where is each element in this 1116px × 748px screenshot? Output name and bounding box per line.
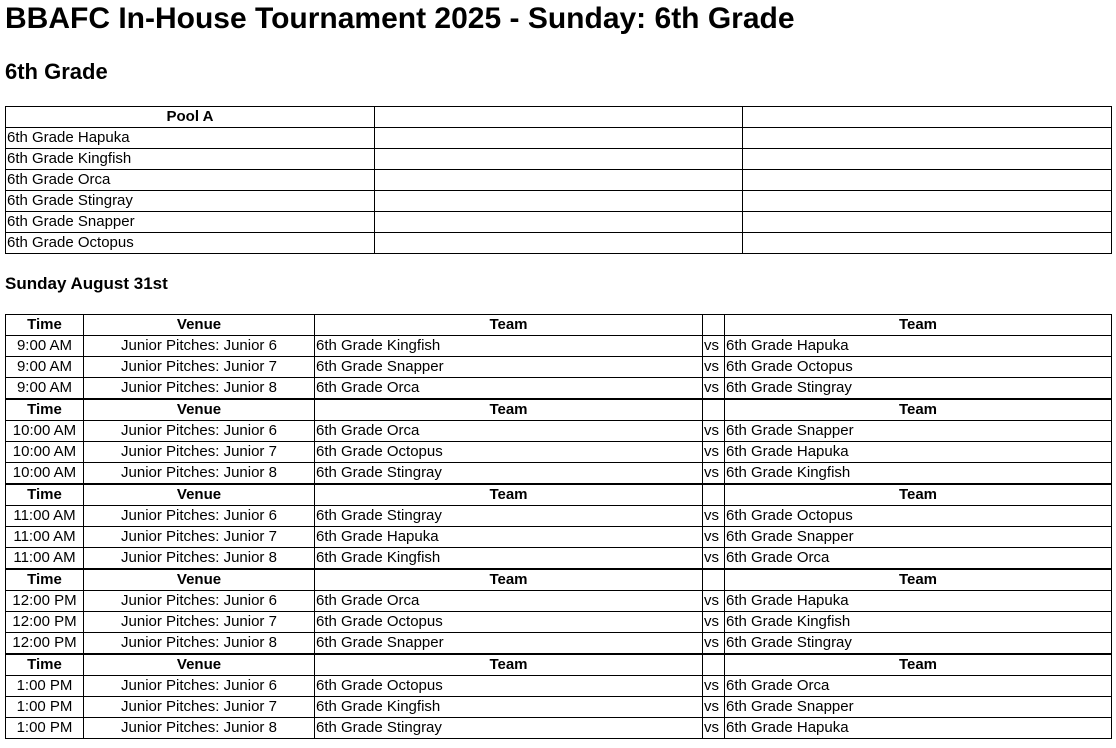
header-time: Time [6, 654, 84, 676]
schedule-header-row [6, 654, 1112, 676]
match-away-team: 6th Grade Snapper [725, 527, 1112, 548]
match-venue: Junior Pitches: Junior 7 [84, 442, 315, 463]
grade-heading: 6th Grade [5, 59, 108, 84]
match-venue: Junior Pitches: Junior 6 [84, 676, 315, 697]
match-home-team: 6th Grade Stingray [315, 718, 703, 739]
match-home-team: 6th Grade Stingray [315, 463, 703, 485]
schedule-table [5, 314, 1112, 739]
pool-table [5, 106, 1112, 254]
match-away-team: 6th Grade Kingfish [725, 463, 1112, 485]
match-time: 12:00 PM [6, 591, 84, 612]
match-time: 11:00 AM [6, 506, 84, 527]
pool-empty-cell [375, 191, 743, 212]
match-venue: Junior Pitches: Junior 8 [84, 633, 315, 655]
match-row [6, 442, 1112, 463]
header-vs-empty [703, 484, 725, 506]
pool-header-empty-cell [375, 107, 743, 128]
match-row [6, 378, 1112, 400]
header-time: Time [6, 484, 84, 506]
match-time: 9:00 AM [6, 357, 84, 378]
match-venue: Junior Pitches: Junior 6 [84, 336, 315, 357]
match-home-team: 6th Grade Octopus [315, 612, 703, 633]
match-time: 11:00 AM [6, 527, 84, 548]
schedule-header-row [6, 569, 1112, 591]
match-away-team: 6th Grade Hapuka [725, 442, 1112, 463]
pool-empty-cell [375, 149, 743, 170]
pool-empty-cell [375, 128, 743, 149]
pool-empty-cell [743, 128, 1112, 149]
header-team-away: Team [725, 315, 1112, 336]
header-team-home: Team [315, 315, 703, 336]
match-away-team: 6th Grade Hapuka [725, 718, 1112, 739]
match-time: 11:00 AM [6, 548, 84, 570]
match-time: 12:00 PM [6, 633, 84, 655]
match-vs: vs [703, 527, 725, 548]
pool-row [6, 128, 1112, 149]
pool-empty-cell [743, 149, 1112, 170]
match-vs: vs [703, 633, 725, 655]
match-time: 1:00 PM [6, 697, 84, 718]
match-vs: vs [703, 463, 725, 485]
pool-header-empty-cell [743, 107, 1112, 128]
header-vs-empty [703, 569, 725, 591]
match-home-team: 6th Grade Orca [315, 421, 703, 442]
match-venue: Junior Pitches: Junior 6 [84, 421, 315, 442]
match-vs: vs [703, 442, 725, 463]
match-row [6, 421, 1112, 442]
header-time: Time [6, 569, 84, 591]
match-venue: Junior Pitches: Junior 7 [84, 697, 315, 718]
pool-team-cell: 6th Grade Stingray [6, 191, 375, 212]
match-venue: Junior Pitches: Junior 7 [84, 527, 315, 548]
match-home-team: 6th Grade Kingfish [315, 548, 703, 570]
match-home-team: 6th Grade Kingfish [315, 336, 703, 357]
header-venue: Venue [84, 484, 315, 506]
pool-team-cell: 6th Grade Hapuka [6, 128, 375, 149]
match-vs: vs [703, 676, 725, 697]
match-time: 9:00 AM [6, 378, 84, 400]
schedule-header-row [6, 399, 1112, 421]
match-time: 1:00 PM [6, 718, 84, 739]
header-time: Time [6, 315, 84, 336]
match-row [6, 718, 1112, 739]
match-row [6, 463, 1112, 485]
match-time: 10:00 AM [6, 421, 84, 442]
schedule-header-row [6, 484, 1112, 506]
pool-header-row [6, 107, 1112, 128]
match-away-team: 6th Grade Orca [725, 548, 1112, 570]
match-venue: Junior Pitches: Junior 7 [84, 612, 315, 633]
match-home-team: 6th Grade Stingray [315, 506, 703, 527]
header-time: Time [6, 399, 84, 421]
pool-empty-cell [743, 191, 1112, 212]
match-vs: vs [703, 548, 725, 570]
match-away-team: 6th Grade Snapper [725, 697, 1112, 718]
header-team-away: Team [725, 484, 1112, 506]
match-time: 1:00 PM [6, 676, 84, 697]
match-vs: vs [703, 506, 725, 527]
match-row [6, 697, 1112, 718]
pool-row [6, 191, 1112, 212]
pool-row [6, 170, 1112, 191]
match-row [6, 357, 1112, 378]
header-team-away: Team [725, 569, 1112, 591]
header-team-away: Team [725, 399, 1112, 421]
header-venue: Venue [84, 315, 315, 336]
header-team-home: Team [315, 654, 703, 676]
pool-empty-cell [375, 212, 743, 233]
pool-row [6, 149, 1112, 170]
header-team-home: Team [315, 569, 703, 591]
match-venue: Junior Pitches: Junior 8 [84, 548, 315, 570]
match-vs: vs [703, 336, 725, 357]
pool-header: Pool A [6, 107, 375, 128]
pool-row [6, 212, 1112, 233]
match-row [6, 548, 1112, 570]
pool-team-cell: 6th Grade Orca [6, 170, 375, 191]
match-vs: vs [703, 612, 725, 633]
header-team-home: Team [315, 399, 703, 421]
pool-empty-cell [743, 212, 1112, 233]
match-venue: Junior Pitches: Junior 8 [84, 463, 315, 485]
match-home-team: 6th Grade Snapper [315, 633, 703, 655]
match-away-team: 6th Grade Stingray [725, 633, 1112, 655]
match-venue: Junior Pitches: Junior 6 [84, 591, 315, 612]
header-vs-empty [703, 315, 725, 336]
match-row [6, 336, 1112, 357]
match-away-team: 6th Grade Hapuka [725, 591, 1112, 612]
match-home-team: 6th Grade Octopus [315, 442, 703, 463]
match-venue: Junior Pitches: Junior 6 [84, 506, 315, 527]
match-vs: vs [703, 591, 725, 612]
header-vs-empty [703, 654, 725, 676]
pool-team-cell: 6th Grade Kingfish [6, 149, 375, 170]
match-home-team: 6th Grade Snapper [315, 357, 703, 378]
match-away-team: 6th Grade Snapper [725, 421, 1112, 442]
pool-row [6, 233, 1112, 254]
match-vs: vs [703, 718, 725, 739]
match-row [6, 527, 1112, 548]
pool-team-cell: 6th Grade Snapper [6, 212, 375, 233]
match-away-team: 6th Grade Orca [725, 676, 1112, 697]
pool-empty-cell [375, 233, 743, 254]
match-away-team: 6th Grade Kingfish [725, 612, 1112, 633]
header-venue: Venue [84, 569, 315, 591]
match-row [6, 506, 1112, 527]
header-team-home: Team [315, 484, 703, 506]
match-home-team: 6th Grade Orca [315, 591, 703, 612]
match-row [6, 633, 1112, 655]
match-vs: vs [703, 357, 725, 378]
match-row [6, 676, 1112, 697]
match-vs: vs [703, 421, 725, 442]
match-vs: vs [703, 697, 725, 718]
date-heading: Sunday August 31st [5, 274, 168, 293]
match-time: 12:00 PM [6, 612, 84, 633]
schedule-header-row [6, 315, 1112, 336]
match-venue: Junior Pitches: Junior 8 [84, 718, 315, 739]
match-away-team: 6th Grade Octopus [725, 506, 1112, 527]
match-row [6, 612, 1112, 633]
match-home-team: 6th Grade Orca [315, 378, 703, 400]
page-title: BBAFC In-House Tournament 2025 - Sunday: 6th Grade [5, 2, 795, 35]
match-time: 10:00 AM [6, 463, 84, 485]
header-vs-empty [703, 399, 725, 421]
match-away-team: 6th Grade Hapuka [725, 336, 1112, 357]
match-home-team: 6th Grade Hapuka [315, 527, 703, 548]
match-away-team: 6th Grade Octopus [725, 357, 1112, 378]
header-team-away: Team [725, 654, 1112, 676]
match-time: 9:00 AM [6, 336, 84, 357]
pool-empty-cell [743, 170, 1112, 191]
header-venue: Venue [84, 399, 315, 421]
header-venue: Venue [84, 654, 315, 676]
match-home-team: 6th Grade Octopus [315, 676, 703, 697]
match-time: 10:00 AM [6, 442, 84, 463]
pool-team-cell: 6th Grade Octopus [6, 233, 375, 254]
pool-empty-cell [375, 170, 743, 191]
match-venue: Junior Pitches: Junior 8 [84, 378, 315, 400]
pool-empty-cell [743, 233, 1112, 254]
match-home-team: 6th Grade Kingfish [315, 697, 703, 718]
match-vs: vs [703, 378, 725, 400]
match-away-team: 6th Grade Stingray [725, 378, 1112, 400]
match-row [6, 591, 1112, 612]
match-venue: Junior Pitches: Junior 7 [84, 357, 315, 378]
